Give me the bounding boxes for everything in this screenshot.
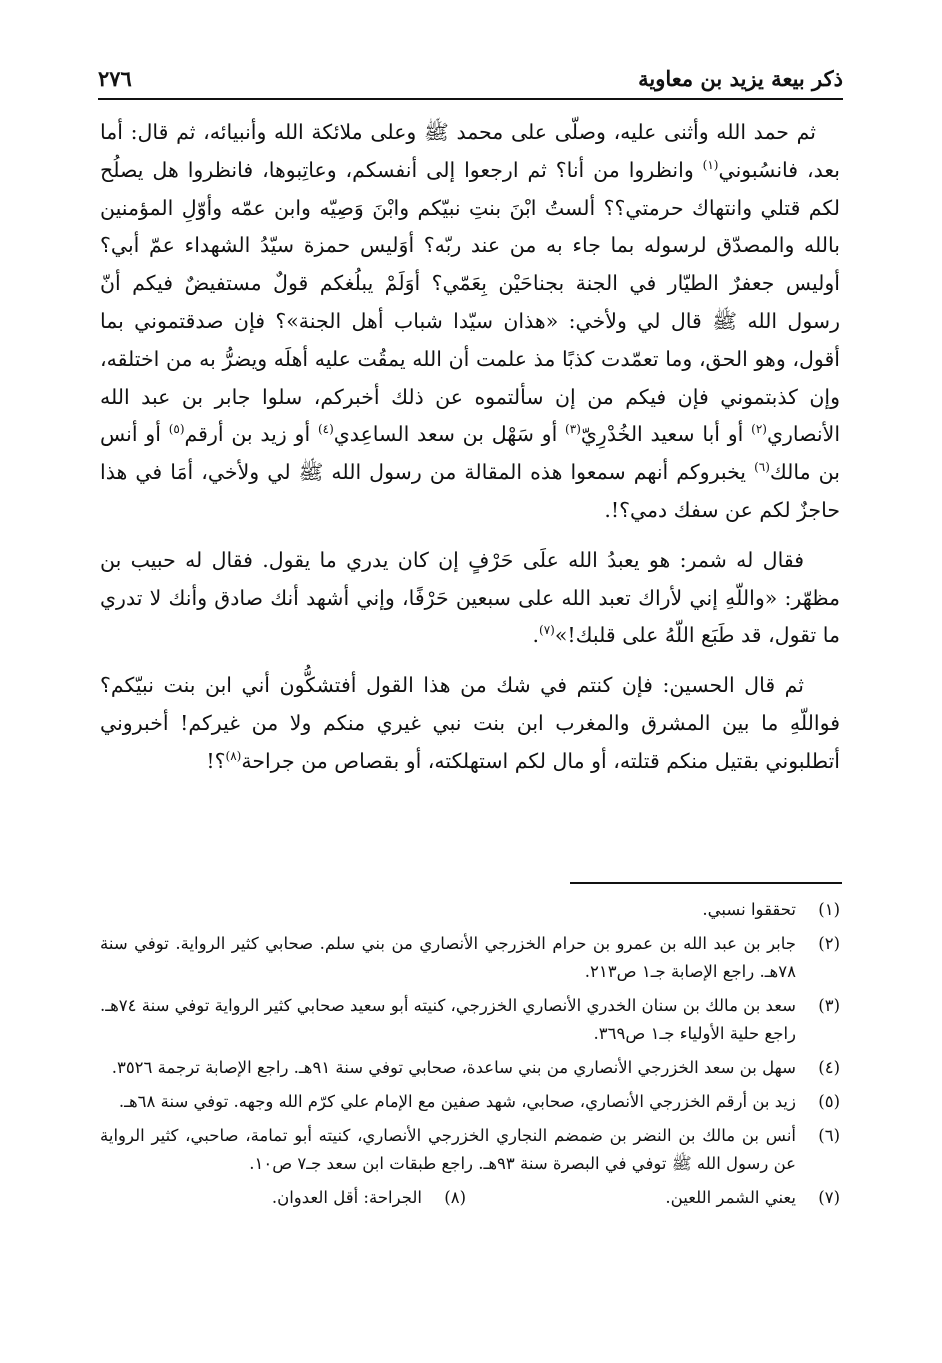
- footnote-1: [100, 896, 840, 924]
- text-segment: يخبروكم أنهم سمعوا هذه المقالة من رسول الله ﷺ لي ولأخي، أمَا في هذا حاجزٌ لكم عن سفك دمي؟!.: [100, 460, 840, 522]
- footnote-number: (٧): [818, 1188, 840, 1207]
- footnote-3: [100, 992, 840, 1048]
- footnote-number: (٢): [818, 934, 840, 953]
- footnote-ref-4: (٤): [317, 422, 334, 437]
- footnote-ref-3: (٣): [565, 422, 581, 437]
- footnote-4: [100, 1054, 840, 1082]
- running-header: [98, 58, 843, 100]
- footnote-6: [100, 1122, 840, 1178]
- footnote-text: الجراحة: أقل العدوان.: [271, 1188, 422, 1207]
- footnote-ref-5: (٥): [168, 422, 185, 437]
- footnote-ref-2: (٢): [751, 422, 767, 437]
- footnote-separator: [570, 882, 842, 884]
- text-segment: فقال له شمر: هو يعبدُ الله علَى حَرْفٍ إن كان يدري ما يقول. فقال له حبيب بن مظهّر: «واللّهِ إني لأراك تعبد الله على سبعين حَرْفًا، وإني أشهد أنك صادق وأنك لا تدري ما تقول، قد طَبَع اللّهُ على قلبك!»: [100, 547, 840, 648]
- footnote-2: [100, 930, 840, 986]
- footnote-text: زيد بن أرقم الخزرجي الأنصاري، صحابي، شهد صفين مع الإمام علي كرّم الله وجهه. توفي سنة ٦٨هـ.: [118, 1092, 796, 1111]
- text-segment: أو أبا سعيد الخُدْرِيّ: [580, 422, 752, 447]
- main-text: [100, 114, 840, 793]
- footnotes: [100, 896, 840, 1218]
- text-segment: ؟!: [206, 748, 226, 773]
- chapter-title: ذكر بيعة يزيد بن معاوية: [638, 65, 843, 91]
- paragraph-2: [100, 542, 840, 655]
- text-segment: أو سَهْل بن سعد الساعِدي: [333, 422, 566, 447]
- footnote-text: سهل بن سعد الخزرجي الأنصاري من بني ساعدة، صحابي توفي سنة ٩١هـ. راجع الإصابة ترجمة ٣٥٢٦.: [111, 1058, 796, 1077]
- footnote-ref-7: (٧): [539, 623, 555, 638]
- text-segment: أو أنس بن مالك: [100, 422, 840, 485]
- text-segment: ثم قال الحسين: فإن كنتم في شك من هذا القول أفتشكُّون أني ابن بنت نبيّكم؟ فواللّهِ ما بين المشرق والمغرب ابن بنت نبي غيري منكم ولا من غيركم! أخبروني أتطلبوني بقتيل منكم قتلته، أو مال لكم استهلكته، أو بقصاص من جراحة: [100, 673, 840, 773]
- footnote-number: (٥): [818, 1092, 840, 1111]
- footnote-text: تحققوا نسبي.: [702, 900, 796, 919]
- text-segment: ثم حمد الله وأثنى عليه، وصلّى على محمد ﷺ وعلى ملائكة الله وأنبيائه، ثم قال: أما بعد، فانسُبوني: [100, 120, 840, 182]
- footnote-ref-6: (٦): [754, 460, 770, 475]
- footnote-ref-8: (٨): [225, 748, 242, 763]
- footnote-number: (١): [818, 900, 840, 919]
- footnote-number: (٨): [444, 1188, 466, 1207]
- text-segment: وانظروا من أنا؟ ثم ارجعوا إلى أنفسكم، وعاتِبوها، فانظروا هل يصلُح لكم قتلي وانتهاك حرمتي؟؟ ألستُ ابْنَ بنتِ نبيّكم وابْنَ وَصِيّه وابن عمّه وأوّلِ المؤمنين بالله والمصدّق لرسوله بما جاء به من عند ربّه؟ أوَليس حمزة سيّدُ الشهداء عمّ أبي؟ أوليس جعفرٌ الطيّار في الجنة بجناحَيْن بِعَمّي؟ أوَلَمْ يبلُغكم قولٌ مستفيضٌ فيكم أنّ رسول الله ﷺ قال لي ولأخي: «هذان سيّدا شباب أهل الجنة»؟ فإن صدقتموني بما أقول، وهو الحق، وما تعمّدت كذبًا مذ علمت أن الله يمقُت عليه أهلَه ويضرُّ به من اختلقه، وإن كذبتموني فإن فيكم من إن سألتموه عن ذلك أخبركم، سلوا جابر بن عبد الله الأنصاري: [100, 157, 841, 447]
- footnote-ref-1: (١): [702, 157, 719, 172]
- page-number: ٢٧٦: [98, 65, 132, 91]
- paragraph-1: [100, 114, 840, 530]
- footnote-text: جابر بن عبد الله بن عمرو بن حرام الخزرجي الأنصاري من بني سلم. صحابي كثير الرواية. توفي سنة ٧٨هـ. راجع الإصابة جـ١ ص٢١٣.: [100, 934, 796, 981]
- footnote-number: (٣): [818, 996, 840, 1015]
- footnote-number: (٤): [818, 1058, 840, 1077]
- footnote-text: يعني الشمر اللعين.: [665, 1188, 796, 1207]
- text-segment: أو زيد بن أرقم: [184, 422, 318, 447]
- footnote-text: سعد بن مالك بن سنان الخدري الأنصاري الخزرجي، كنيته أبو سعيد صحابي كثير الرواية توفي سنة ٧٤هـ. راجع حلية الأولياء جـ١ ص٣٦٩.: [100, 996, 796, 1043]
- footnote-number: (٦): [818, 1126, 840, 1145]
- footnote-7-8: [100, 1184, 840, 1212]
- text-segment: .: [532, 623, 540, 648]
- footnote-text: أنس بن مالك بن النضر بن ضمضم النجاري الخزرجي الأنصاري، كنيته أبو تمامة، صاحبي، كثير الرواية عن رسول الله ﷺ توفي في البصرة سنة ٩٣هـ. راجع طبقات ابن سعد جـ٧ ص١٠.: [100, 1126, 796, 1173]
- footnote-5: [100, 1088, 840, 1116]
- paragraph-3: [100, 667, 840, 780]
